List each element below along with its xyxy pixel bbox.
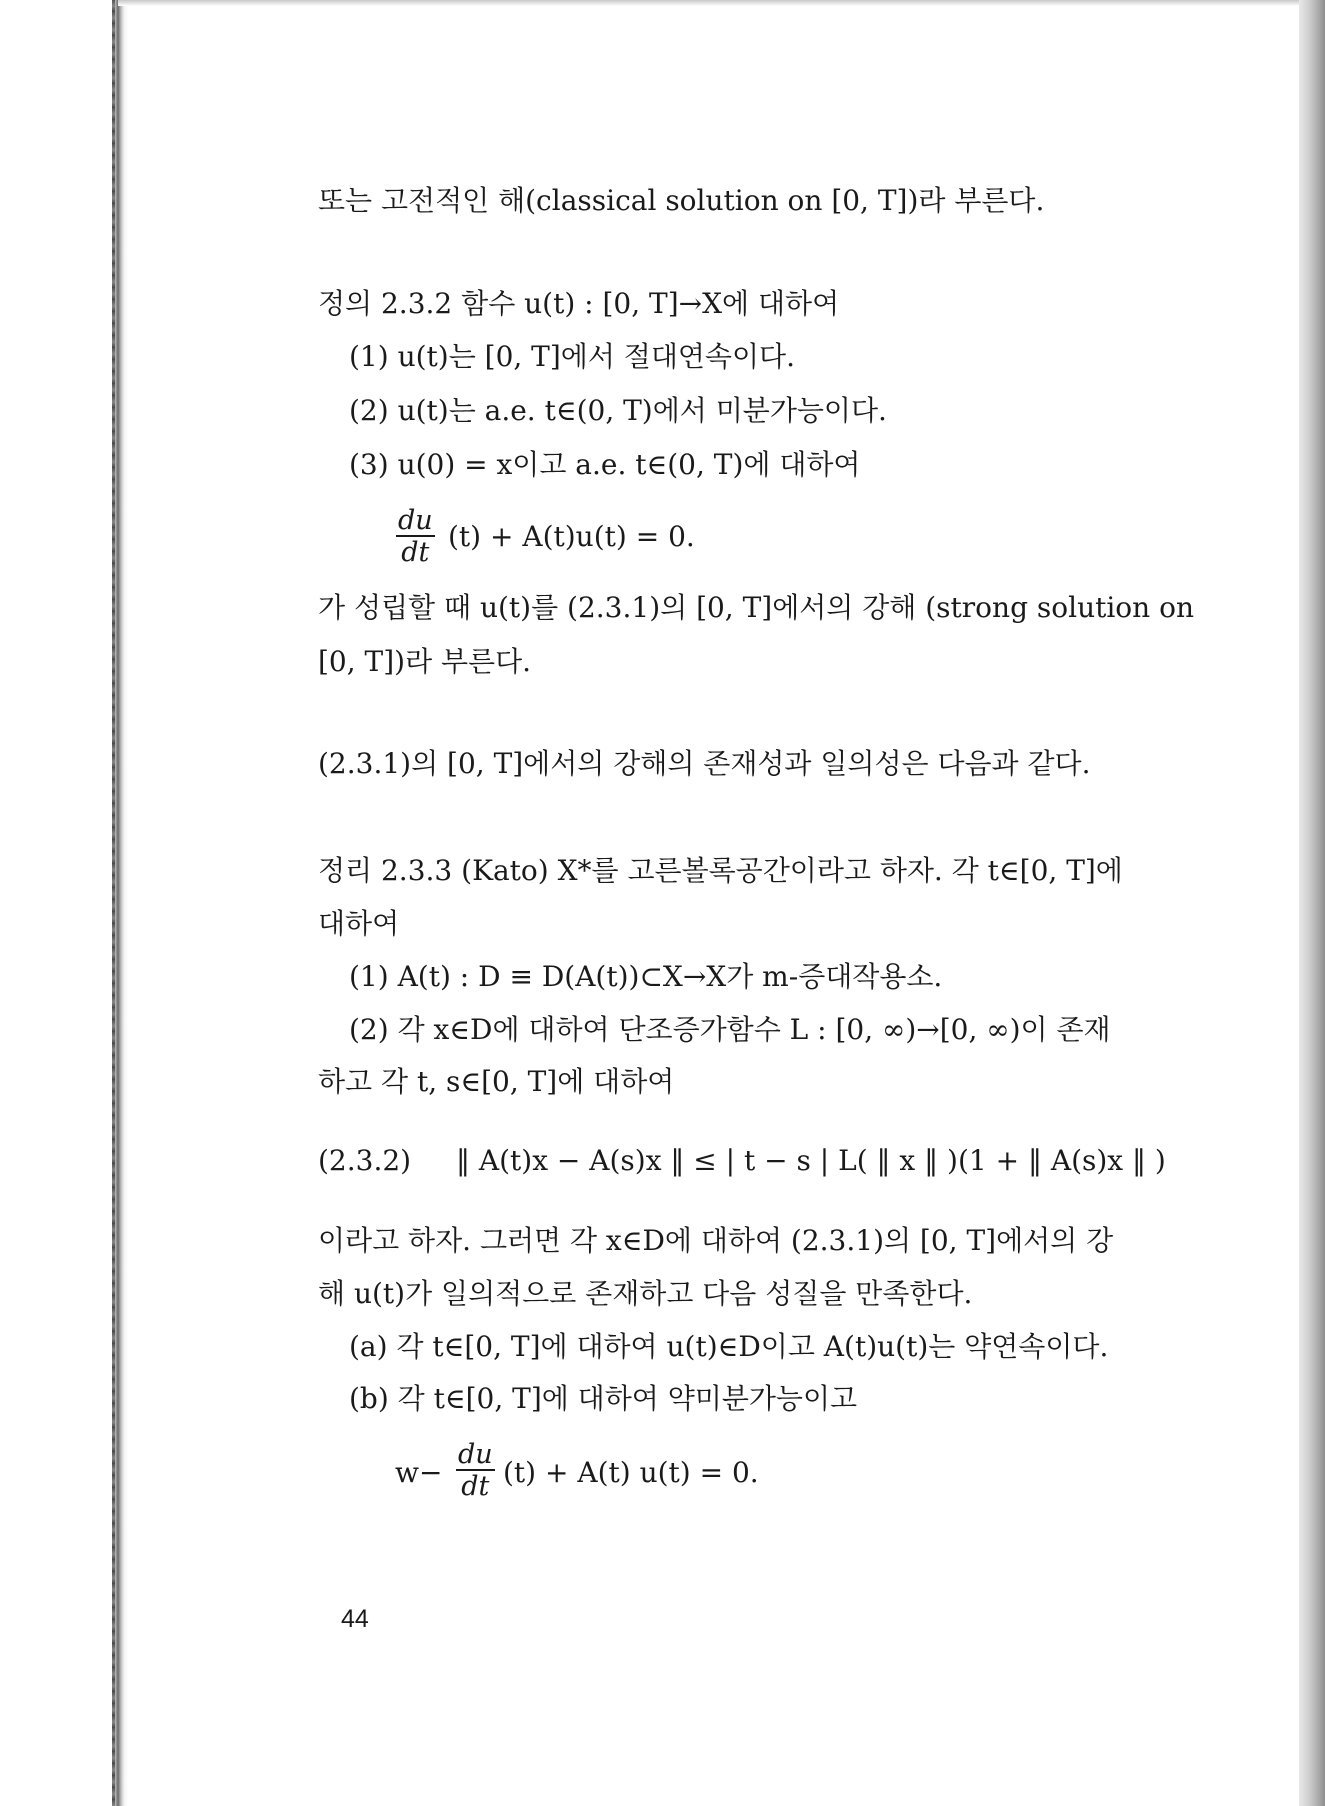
page-top-edge (118, 0, 1299, 6)
text-line-07: 가 성립할 때 u(t)를 (2.3.1)의 [0, T]에서의 강해 (strong solution on (318, 591, 1194, 624)
text-line-11: 대하여 (318, 907, 400, 940)
page-number: 44 (341, 1605, 369, 1633)
definition-2-3-2-heading: 정의 2.3.2 함수 u(t) : [0, T]→X에 대하여 (318, 287, 840, 320)
property-a: (a) 각 t∈[0, T]에 대하여 u(t)∈D이고 A(t)u(t)는 약연속이다. (349, 1330, 1109, 1363)
theorem-item-1: (1) A(t) : D ≡ D(A(t))⊂X→X가 m-증대작용소. (349, 960, 943, 993)
property-b: (b) 각 t∈[0, T]에 대하여 약미분가능이고 (349, 1382, 858, 1415)
text-line-17: 해 u(t)가 일의적으로 존재하고 다음 성질을 만족한다. (318, 1277, 973, 1310)
equation-label-2-3-2: (2.3.2) (318, 1144, 412, 1177)
theorem-item-2: (2) 각 x∈D에 대하여 단조증가함수 L : [0, ∞)→[0, ∞)이 존재 (349, 1013, 1111, 1046)
fraction-denominator: dt (461, 1471, 490, 1502)
fraction-denominator: dt (401, 537, 430, 568)
fraction-numerator: du (398, 505, 433, 536)
book-edge-right (1299, 0, 1325, 1806)
theorem-2-3-3-heading: 정리 2.3.3 (Kato) X*를 고른볼록공간이라고 하자. 각 t∈[0, T]에 (318, 854, 1123, 887)
equation-strong-solution: (t) + A(t)u(t) = 0. (448, 520, 695, 553)
fraction-du-dt-2 (456, 1441, 495, 1500)
definition-item-3: (3) u(0) = x이고 a.e. t∈(0, T)에 대하여 (349, 448, 861, 481)
equation-weak-derivative: (t) + A(t) u(t) = 0. (503, 1456, 759, 1489)
fraction-du-dt-1 (396, 507, 435, 566)
text-line-16: 이라고 하자. 그러면 각 x∈D에 대하여 (2.3.1)의 [0, T]에서의 강 (318, 1224, 1114, 1257)
text-line-09: (2.3.1)의 [0, T]에서의 강해의 존재성과 일의성은 다음과 같다. (318, 747, 1091, 780)
definition-item-2: (2) u(t)는 a.e. t∈(0, T)에서 미분가능이다. (349, 394, 887, 427)
equation-2-3-2: ‖ A(t)x − A(s)x ‖ ≤ | t − s | L( ‖ x ‖ )(1 + ‖ A(s)x ‖ ) (456, 1144, 1166, 1177)
book-spine-left (0, 0, 128, 1806)
definition-item-1: (1) u(t)는 [0, T]에서 절대연속이다. (349, 340, 795, 373)
equation-weak-prefix: w− (395, 1456, 443, 1489)
text-line-08: [0, T])라 부른다. (318, 645, 532, 678)
text-line-14: 하고 각 t, s∈[0, T]에 대하여 (318, 1065, 675, 1098)
fraction-numerator: du (458, 1439, 493, 1470)
text-line-01: 또는 고전적인 해(classical solution on [0, T])라 부른다. (318, 184, 1045, 217)
